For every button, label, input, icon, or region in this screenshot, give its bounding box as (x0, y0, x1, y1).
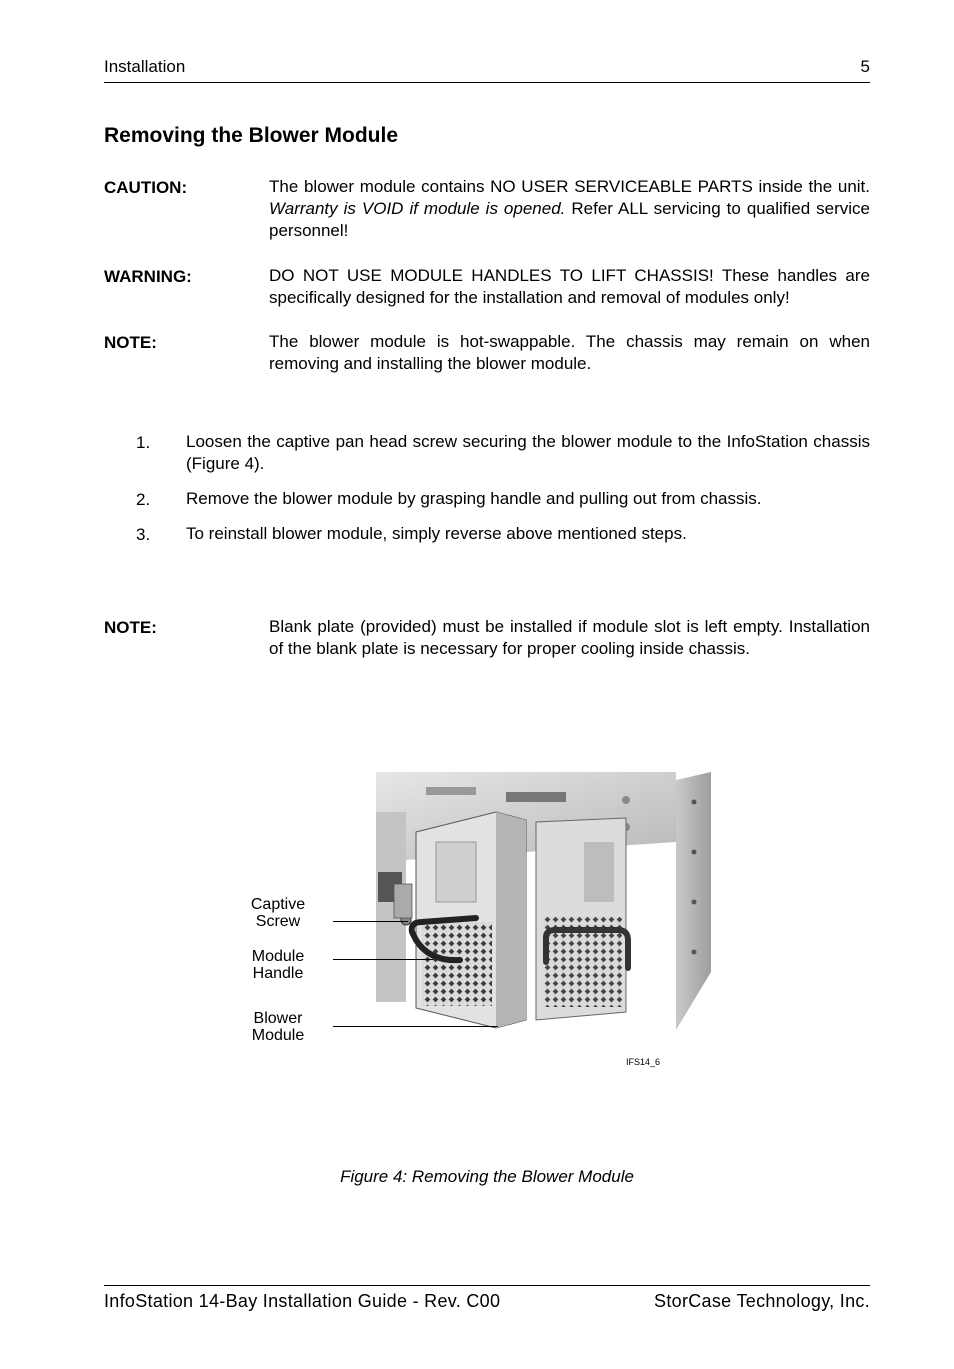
leader-line-module-handle (333, 959, 433, 960)
caution-label: CAUTION: (104, 178, 188, 197)
warning-label: WARNING: (104, 267, 192, 286)
step-number: 1. (136, 433, 151, 452)
figure-caption: Figure 4: Removing the Blower Module (340, 1167, 634, 1186)
header-rule (104, 82, 870, 83)
note-text: The blower module is hot-swappable. The chassis may remain on when removing and installing the blower module. (269, 332, 870, 373)
step-number: 3. (136, 525, 151, 544)
figure-label-module-handle: Module Handle (251, 948, 305, 982)
figure-label-captive-screw: Captive Screw (250, 896, 306, 930)
blower-module-photo (376, 772, 711, 1030)
step-number: 2. (136, 490, 151, 509)
caution-text (269, 176, 870, 242)
figure-image-id: IFS14_6 (626, 1057, 661, 1067)
note2-label: NOTE: (104, 618, 157, 637)
note-label: NOTE: (104, 333, 157, 352)
warning-text: DO NOT USE MODULE HANDLES TO LIFT CHASSIS! These handles are specifically designed for the installation and removal of modules only! (269, 266, 870, 307)
figure-label-blower-module: Blower Module (251, 1010, 305, 1044)
running-header-section: Installation (104, 57, 186, 76)
footer-rule (104, 1285, 870, 1286)
caution-text-italic: Warranty is VOID if module is opened. (269, 199, 566, 218)
step-text: To reinstall blower module, simply reverse above mentioned steps. (186, 524, 687, 543)
leader-line-captive-screw (333, 921, 408, 922)
footer-document-title: InfoStation 14-Bay Installation Guide - Rev. C00 (104, 1291, 501, 1311)
note2-text: Blank plate (provided) must be installed if module slot is left empty. Installation of the blank plate is necessary for proper cooling inside chassis. (269, 617, 870, 658)
step-text: Remove the blower module by grasping handle and pulling out from chassis. (186, 489, 762, 508)
section-title: Removing the Blower Module (104, 124, 399, 147)
caution-text-plain: The blower module contains NO USER SERVICEABLE PARTS inside the unit. (269, 177, 870, 196)
step-text: Loosen the captive pan head screw securing the blower module to the InfoStation chassis (Figure 4). (186, 432, 870, 473)
caution-text-tail: Refer ALL servicing to qualified service personnel! (269, 199, 871, 240)
page-number: 5 (860, 57, 870, 76)
footer-company: StorCase Technology, Inc. (654, 1291, 870, 1311)
leader-line-blower-module (333, 1026, 498, 1027)
